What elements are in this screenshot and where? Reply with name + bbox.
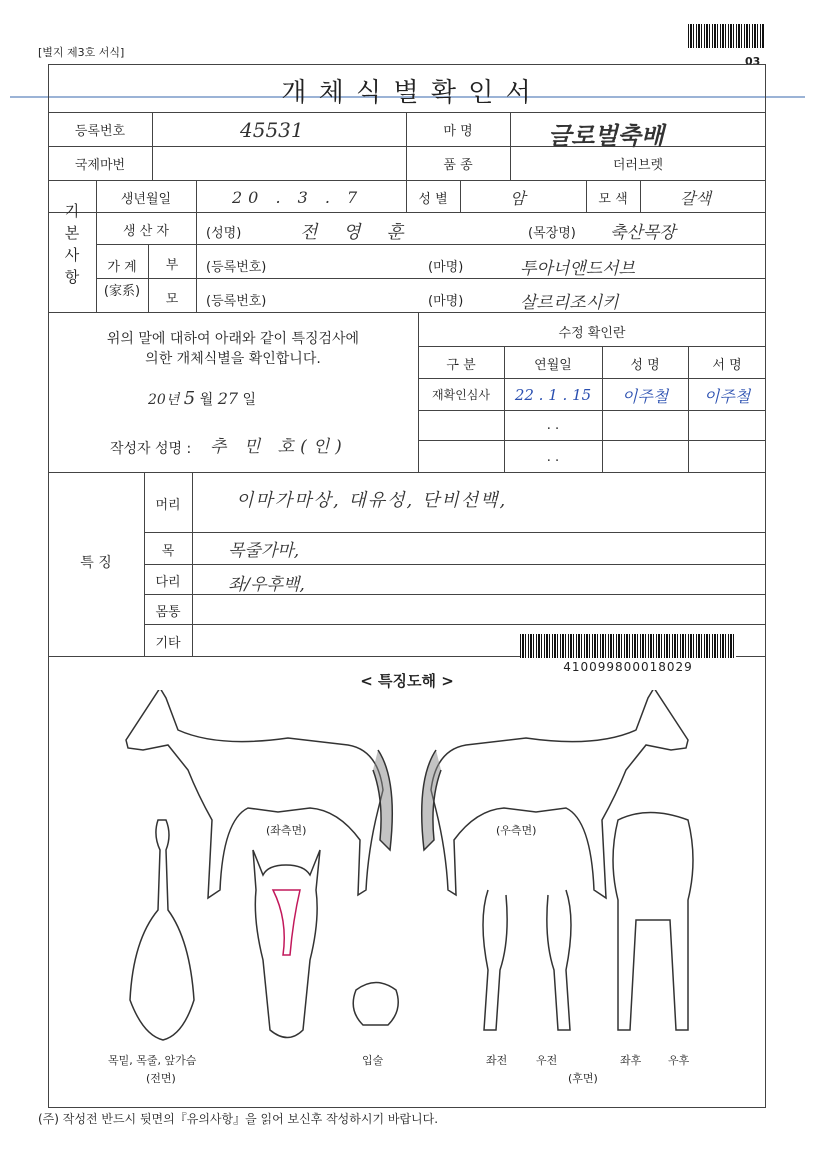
rev-row2-date: . .	[546, 418, 560, 433]
body-label: 몸통	[155, 605, 181, 620]
neck-label: 목	[161, 544, 175, 559]
barcode-number: 410099800018029	[563, 660, 693, 674]
lips-caption: 입술	[362, 1054, 384, 1067]
sire-name: 투아너앤드서브	[520, 259, 635, 279]
rev-row1-type: 재확인심사	[432, 388, 490, 402]
basic-char-4: 항	[64, 268, 80, 286]
birth-label: 생년월일	[120, 192, 172, 207]
date-month: 5	[183, 388, 196, 409]
date-day-suffix: 일	[242, 392, 257, 408]
color-label: 모 색	[598, 192, 628, 207]
revision-title: 수정 확인란	[558, 326, 626, 341]
color-value: 갈색	[680, 189, 711, 208]
lips-view	[353, 983, 398, 1026]
rev-row3-date: . .	[546, 450, 560, 465]
intl-label: 국제마번	[74, 158, 126, 173]
sire-label: 부	[165, 258, 179, 273]
writer-label: 작성자 성명 :	[110, 441, 192, 457]
page-number: 03	[745, 55, 761, 68]
rev-col-type: 구 분	[446, 358, 476, 373]
front-caption-1: 목밑, 목줄, 앞가슴	[108, 1054, 197, 1067]
id-barcode	[520, 634, 736, 658]
etc-label: 기타	[155, 636, 181, 651]
left-side-tail	[373, 750, 392, 850]
breeder-name-sub: (성명)	[206, 226, 242, 241]
rev-col-sign: 서 명	[712, 358, 742, 373]
rear-view	[613, 813, 693, 1031]
sex-value: 암	[510, 189, 526, 208]
horse-name-label: 마 명	[443, 124, 473, 139]
horse-name-value: 글로벌축배	[548, 121, 664, 150]
farm-sub: (목장명)	[528, 226, 576, 241]
breeder-label: 생 산 자	[123, 224, 169, 239]
birth-value: 20 . 3 . 7	[232, 188, 364, 207]
rev-row1-date: 22 . 1 . 15	[514, 386, 592, 404]
left-hind-caption: 좌후	[620, 1054, 642, 1067]
neck-value: 목줄가마,	[228, 541, 300, 561]
right-side-caption: (우측면)	[496, 824, 537, 837]
left-side-caption: (좌측면)	[266, 824, 307, 837]
basic-char-1: 기	[64, 202, 80, 220]
rev-col-date: 연월일	[534, 358, 572, 373]
breed-value: 더러브렛	[612, 158, 664, 173]
head-value: 이마가마상, 대유성, 단비선백,	[236, 490, 508, 511]
dam-name-sub: (마명)	[428, 294, 464, 309]
front-view	[130, 820, 194, 1040]
leg-value: 좌/우후백,	[228, 575, 305, 595]
sire-reg-sub: (등록번호)	[206, 260, 267, 275]
breed-label: 품 종	[443, 158, 473, 173]
dam-reg-sub: (등록번호)	[206, 294, 267, 309]
rear-caption: (후면)	[568, 1072, 598, 1085]
right-hind-caption: 우후	[668, 1054, 690, 1067]
family-hanja: (家系)	[103, 284, 141, 299]
diagram-title: < 특징도해 >	[360, 672, 454, 690]
basic-char-3: 사	[64, 246, 80, 264]
confirm-date	[148, 388, 256, 409]
reg-no-label: 등록번호	[74, 124, 126, 139]
date-month-suffix: 월	[199, 392, 214, 408]
dam-name: 살르리조시키	[520, 293, 619, 313]
confirm-text-1: 위의 말에 대하여 아래와 같이 특징검사에	[106, 331, 360, 347]
head-front-view	[253, 850, 320, 1038]
front-caption-2: (전면)	[146, 1072, 176, 1085]
farm-name: 축산목장	[610, 223, 676, 243]
features-label: 특 징	[80, 555, 112, 571]
head-blaze	[273, 890, 300, 955]
document-title: 개 체 식 별 확 인 서	[281, 78, 533, 108]
breeder-name: 전 영 훈	[300, 222, 414, 243]
right-side-horse	[431, 690, 688, 898]
date-year: 20년	[148, 392, 180, 408]
writer-value: 추 민 호(인)	[210, 437, 348, 457]
rev-col-name: 성 명	[630, 358, 660, 373]
rev-row1-name: 이주철	[621, 387, 669, 406]
left-front-caption: 좌전	[486, 1054, 508, 1067]
sex-label: 성 별	[418, 192, 448, 207]
form-code: [별지 제3호 서식]	[38, 46, 125, 59]
dam-label: 모	[165, 292, 179, 307]
head-label: 머리	[155, 498, 181, 513]
right-front-caption: 우전	[536, 1054, 558, 1067]
sire-name-sub: (마명)	[428, 260, 464, 275]
date-day: 27	[217, 389, 239, 408]
front-legs	[483, 890, 571, 1030]
confirm-text-2: 의한 개체식별을 확인합니다.	[145, 351, 321, 367]
horse-diagram	[48, 690, 766, 1080]
reg-no-value: 45531	[240, 118, 304, 142]
right-side-tail	[422, 750, 441, 850]
leg-label: 다리	[155, 575, 181, 590]
rev-row1-sign: 이주철	[703, 387, 751, 406]
basic-char-2: 본	[64, 224, 80, 242]
family-label: 가 계	[107, 260, 137, 275]
top-barcode	[688, 24, 764, 48]
footer-note: (주) 작성전 반드시 뒷면의『유의사항』을 읽어 보신후 작성하시기 바랍니다.	[38, 1112, 439, 1126]
